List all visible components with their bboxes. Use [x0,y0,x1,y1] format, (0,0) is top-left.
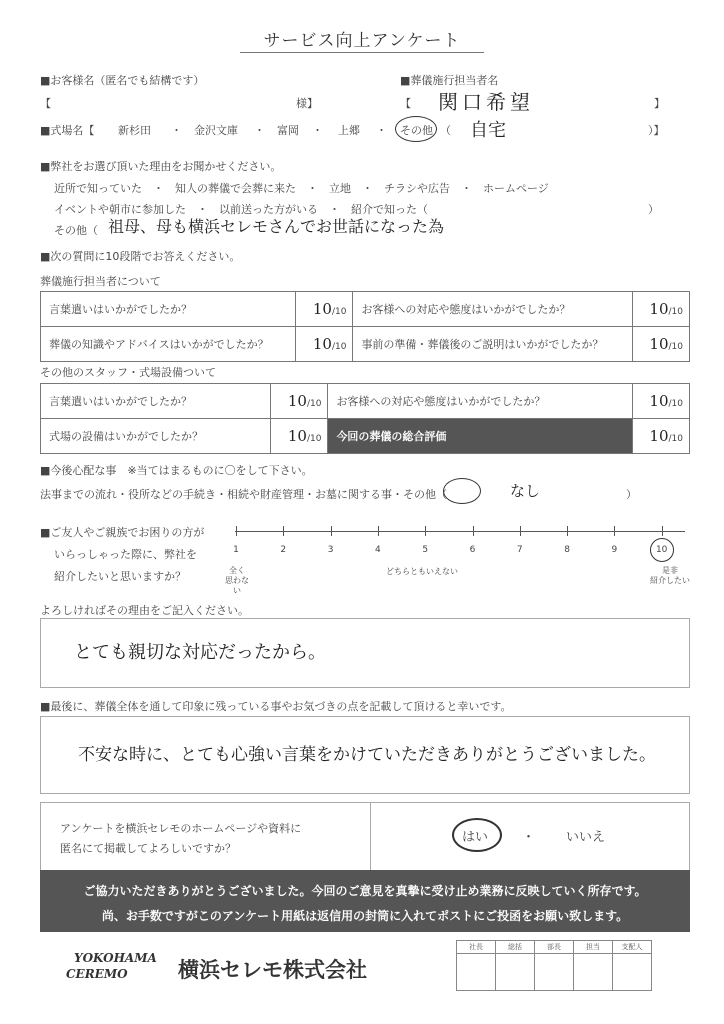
stamp-header: 部長 [535,941,574,954]
reason-other-value: 祖母、母も横浜セレモさんでお世話になった為 [108,217,445,236]
publish-question-line1: アンケートを横浜セレモのホームページや資料に [60,822,302,835]
score-value: 10 [312,300,332,318]
recommend-reason-value: とても親切な対応だったから。 [74,642,326,663]
concern-selected-circle [443,478,481,504]
score-denominator: /10 [668,307,683,317]
score-denominator: /10 [306,434,322,444]
scale-line [235,531,685,532]
scale-tick [662,526,663,536]
staff-name: 関口希望 [438,90,534,114]
score-cell [633,327,690,362]
question: 式場の設備はいかがでしたか？ [41,419,271,454]
table-row [41,384,690,419]
thanks-line1: ご協力いただきありがとうございました。今回のご意見を真摯に受け止め業務に反映していく所存です。 [83,884,647,898]
publish-sep: ・ [522,830,536,845]
question: 事前の準備・葬儀後のご説明はいかがでしたか？ [353,327,633,362]
stamp-box [496,954,535,991]
scale-tick [473,526,474,536]
staff-close-bracket: 】 [654,97,665,110]
score-value: 10 [649,335,669,353]
recommend-reason-label: よろしければその理由をご記入ください。 [40,604,249,617]
company-logo [66,950,170,990]
publish-selected-circle [452,818,502,852]
stamp-box-row [457,954,652,991]
venue-other-value: 自宅 [470,120,506,141]
reason-options-line2: イベントや朝市に参加した ・ 以前送った方がいる ・ 紹介で知った（ [54,203,428,216]
scale-selected-circle [650,538,674,562]
table-row [41,327,690,362]
scale-mid-label: どちらともいえない [386,567,458,576]
staff-open-bracket: 【 [400,97,411,110]
publish-yes: はい [462,830,489,845]
recommend-question-line2: いらっしゃった際に、弊社を [54,548,197,561]
venue-close: ）】 [648,124,665,137]
logo-line2: CEREMO [66,967,128,981]
venue-label: ■式場名【 [40,124,95,137]
concern-close: ） [626,488,637,501]
venue-option-shinsugita: 新杉田 [118,124,151,137]
venue-option-other: その他 [400,124,433,137]
reason-label: ■弊社をお選び頂いた理由をお聞かせください。 [40,160,282,173]
logo-line1: YOKOHAMA [74,951,157,965]
venue-paren-open: （ [440,124,451,137]
score-cell [633,419,690,454]
scale-low-label-line1: 全く [229,566,245,575]
stamp-box [574,954,613,991]
scale-number-8: 8 [564,545,570,555]
venue-sep: ・ [376,124,387,137]
staff-section-title: 葬儀施行担当者について [40,275,161,288]
question: お客様への対応や態度はいかがでしたか？ [353,292,633,327]
scale-number-5: 5 [422,545,429,555]
reason-line2-close: ） [648,203,659,216]
staff-rating-table [40,291,690,362]
scale-high-label [645,566,695,586]
other-section-title: その他のスタッフ・式場設備ついて [40,366,216,379]
table-row [41,292,690,327]
scale-number-1: 1 [233,545,239,555]
rating-intro: ■次の質問に10段階でお答えください。 [40,250,241,263]
scale-tick [614,526,615,536]
customer-suffix: 様】 [296,97,318,110]
title-underline [240,52,484,53]
score-cell [633,384,690,419]
impression-value: 不安な時に、とても心強い言葉をかけていただきありがとうございました。 [78,745,656,765]
score-denominator: /10 [306,399,322,409]
scale-low-label [222,566,252,596]
stamp-header: 支配人 [613,941,652,954]
scale-number-10: 10 [655,545,668,555]
customer-open-bracket: 【 [40,97,51,110]
scale-number-6: 6 [469,545,476,555]
concern-items: 法事までの流れ・役所などの手続き・相続や財産管理・お墓に関する事・その他（ [40,488,447,501]
facility-rating-table [40,383,690,454]
venue-sep: ・ [254,124,265,137]
venue-sep: ・ [171,124,182,137]
score-value: 10 [287,427,307,445]
scale-number-2: 2 [280,545,287,555]
scale-tick [520,526,521,536]
reason-options-line1: 近所で知っていた ・ 知人の葬儀で会葬に来た ・ 立地 ・ チラシや広告 ・ ホームページ [54,182,549,195]
score-denominator: /10 [668,342,683,352]
recommend-question-line3: 紹介したいと思いますか？ [54,570,186,583]
score-cell [271,384,328,419]
stamp-header: 担当 [574,941,613,954]
customer-label: ■お客様名（匿名でも結構です） [40,74,205,87]
scale-high-label-line2: 紹介したい [650,576,690,585]
recommend-question-line1: ■ご友人やご親族でお困りの方が [40,526,205,539]
score-cell [271,419,328,454]
question: 葬儀の知識やアドバイスはいかがでしたか？ [41,327,296,362]
scale-number-3: 3 [327,545,334,555]
score-cell [296,327,353,362]
score-value: 10 [649,427,669,445]
company-name: 横浜セレモ株式会社 [178,958,367,982]
venue-selected-circle [395,116,437,142]
scale-tick [283,526,284,536]
table-row [41,419,690,454]
concern-label: ■今後心配な事 ※当てはまるものに〇をして下さい。 [40,464,313,477]
scale-tick [236,526,237,536]
thanks-line2: 尚、お手数ですがこのアンケート用紙は返信用の封筒に入れてポストにご投函をお願い致します。 [101,909,629,923]
venue-option-tomioka: 富岡 [277,124,299,137]
approval-stamp-table [456,940,652,991]
stamp-box [457,954,496,991]
stamp-box [535,954,574,991]
publish-no: いいえ [566,830,606,845]
concern-other-value: なし [510,482,541,500]
scale-tick [331,526,332,536]
stamp-header-row [457,941,652,954]
score-value: 10 [312,335,332,353]
question: お客様への対応や態度はいかがでしたか？ [328,384,633,419]
scale-high-label-line1: 是非 [662,566,678,575]
score-denominator: /10 [668,399,683,409]
venue-sep: ・ [312,124,323,137]
overall-rating-label: 今回の葬儀の総合評価 [328,419,633,454]
question: 言葉遣いはいかがでしたか？ [41,384,271,419]
publish-question-line2: 匿名にて掲載してよろしいですか？ [60,842,236,855]
stamp-header: 社長 [457,941,496,954]
score-cell [296,292,353,327]
stamp-header: 総括 [496,941,535,954]
scale-tick [378,526,379,536]
scale-low-label-line2: 思わない [225,576,249,595]
publish-divider [370,802,371,870]
venue-option-kamigo: 上郷 [338,124,360,137]
scale-tick [425,526,426,536]
question: 言葉遣いはいかがでしたか？ [41,292,296,327]
score-denominator: /10 [668,434,683,444]
stamp-box [613,954,652,991]
reason-other-label: その他（ [54,224,98,237]
scale-number-4: 4 [375,545,381,555]
scale-number-7: 7 [516,545,523,555]
score-value: 10 [649,392,669,410]
score-value: 10 [649,300,669,318]
page-title: サービス向上アンケート [263,31,461,51]
score-cell [633,292,690,327]
scale-number-9: 9 [611,545,618,555]
score-denominator: /10 [331,307,347,317]
impression-label: ■最後に、葬儀全体を通して印象に残っている事やお気づきの点を記載して頂けると幸いです。 [40,700,512,713]
scale-tick [567,526,568,536]
venue-option-kanazawabunko: 金沢文庫 [194,124,238,137]
score-value: 10 [287,392,307,410]
score-denominator: /10 [331,342,347,352]
staff-label: ■葬儀施行担当者名 [400,74,499,87]
thanks-band [40,870,690,932]
